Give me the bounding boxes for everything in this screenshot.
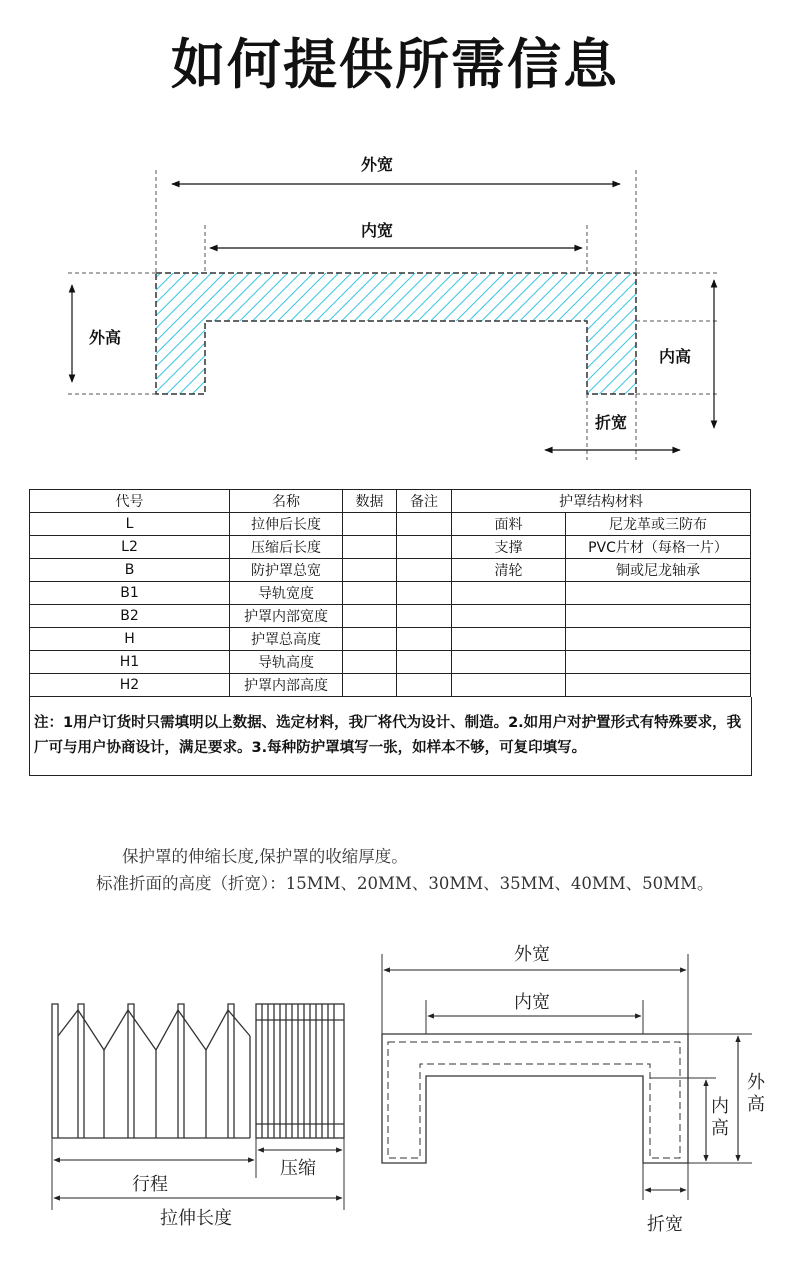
stroke-label: 行程 — [132, 1174, 168, 1195]
row-code: H — [30, 628, 230, 651]
profile-outer-height-label-1: 外 — [747, 1072, 765, 1093]
profile-inner-height-label-1: 内 — [711, 1096, 729, 1117]
profile-inner-width-label: 内宽 — [514, 992, 550, 1013]
profile-fold-width-label: 折宽 — [647, 1214, 683, 1235]
row-code: H2 — [30, 674, 230, 697]
extended-length-label: 拉伸长度 — [160, 1208, 232, 1229]
row-code: L — [30, 513, 230, 536]
inner-height-label: 内高 — [658, 347, 692, 366]
row-name: 导轨宽度 — [230, 582, 343, 605]
row-name: 压缩后长度 — [230, 536, 343, 559]
row-material-part: 面料 — [452, 513, 566, 536]
bellows-drawing — [52, 1004, 344, 1210]
row-material-part: 支撑 — [452, 536, 566, 559]
compressed-label: 压缩 — [280, 1158, 316, 1179]
row-name: 防护罩总宽 — [230, 559, 343, 582]
profile-outer-height-label-2: 高 — [747, 1094, 765, 1115]
row-code: B1 — [30, 582, 230, 605]
row-code: B2 — [30, 605, 230, 628]
row-code: H1 — [30, 651, 230, 674]
row-name: 护罩内部高度 — [230, 674, 343, 697]
description-line-1: 保护罩的伸缩长度,保护罩的收缩厚度。 — [122, 847, 408, 866]
fold-width-label: 折宽 — [594, 413, 628, 432]
profile-drawing — [382, 954, 752, 1200]
row-material-part: 清轮 — [452, 559, 566, 582]
description-line-2: 标准折面的高度（折宽）：15MM、20MM、30MM、35MM、40MM、50MM。 — [96, 874, 714, 893]
inner-width-label: 内宽 — [360, 221, 394, 240]
row-material-value: PVC片材（每格一片） — [566, 536, 751, 559]
header-remark: 备注 — [397, 490, 452, 513]
row-name: 拉伸后长度 — [230, 513, 343, 536]
row-name: 导轨高度 — [230, 651, 343, 674]
header-code: 代号 — [30, 490, 230, 513]
outer-height-label: 外高 — [88, 328, 122, 347]
row-code: B — [30, 559, 230, 582]
header-name: 名称 — [230, 490, 343, 513]
table-note: 注：1用户订货时只需填明以上数据、选定材料，我厂将代为设计、制造。2.如用户对护置形式有特殊要求，我厂可与用户协商设计，满足要求。3.每种防护罩填写一张，如样本不够，可复印填写。 — [29, 697, 752, 776]
header-material: 护罩结构材料 — [452, 490, 751, 513]
row-name: 护罩内部宽度 — [230, 605, 343, 628]
profile-inner-height-label-2: 高 — [711, 1118, 729, 1139]
header-data: 数据 — [343, 490, 397, 513]
row-code: L2 — [30, 536, 230, 559]
page-title: 如何提供所需信息 — [171, 33, 619, 96]
row-material-value: 尼龙革或三防布 — [566, 513, 751, 536]
row-name: 护罩总高度 — [230, 628, 343, 651]
outer-width-label: 外宽 — [360, 155, 394, 174]
row-material-value: 铜或尼龙轴承 — [566, 559, 751, 582]
profile-outer-width-label: 外宽 — [514, 944, 550, 965]
